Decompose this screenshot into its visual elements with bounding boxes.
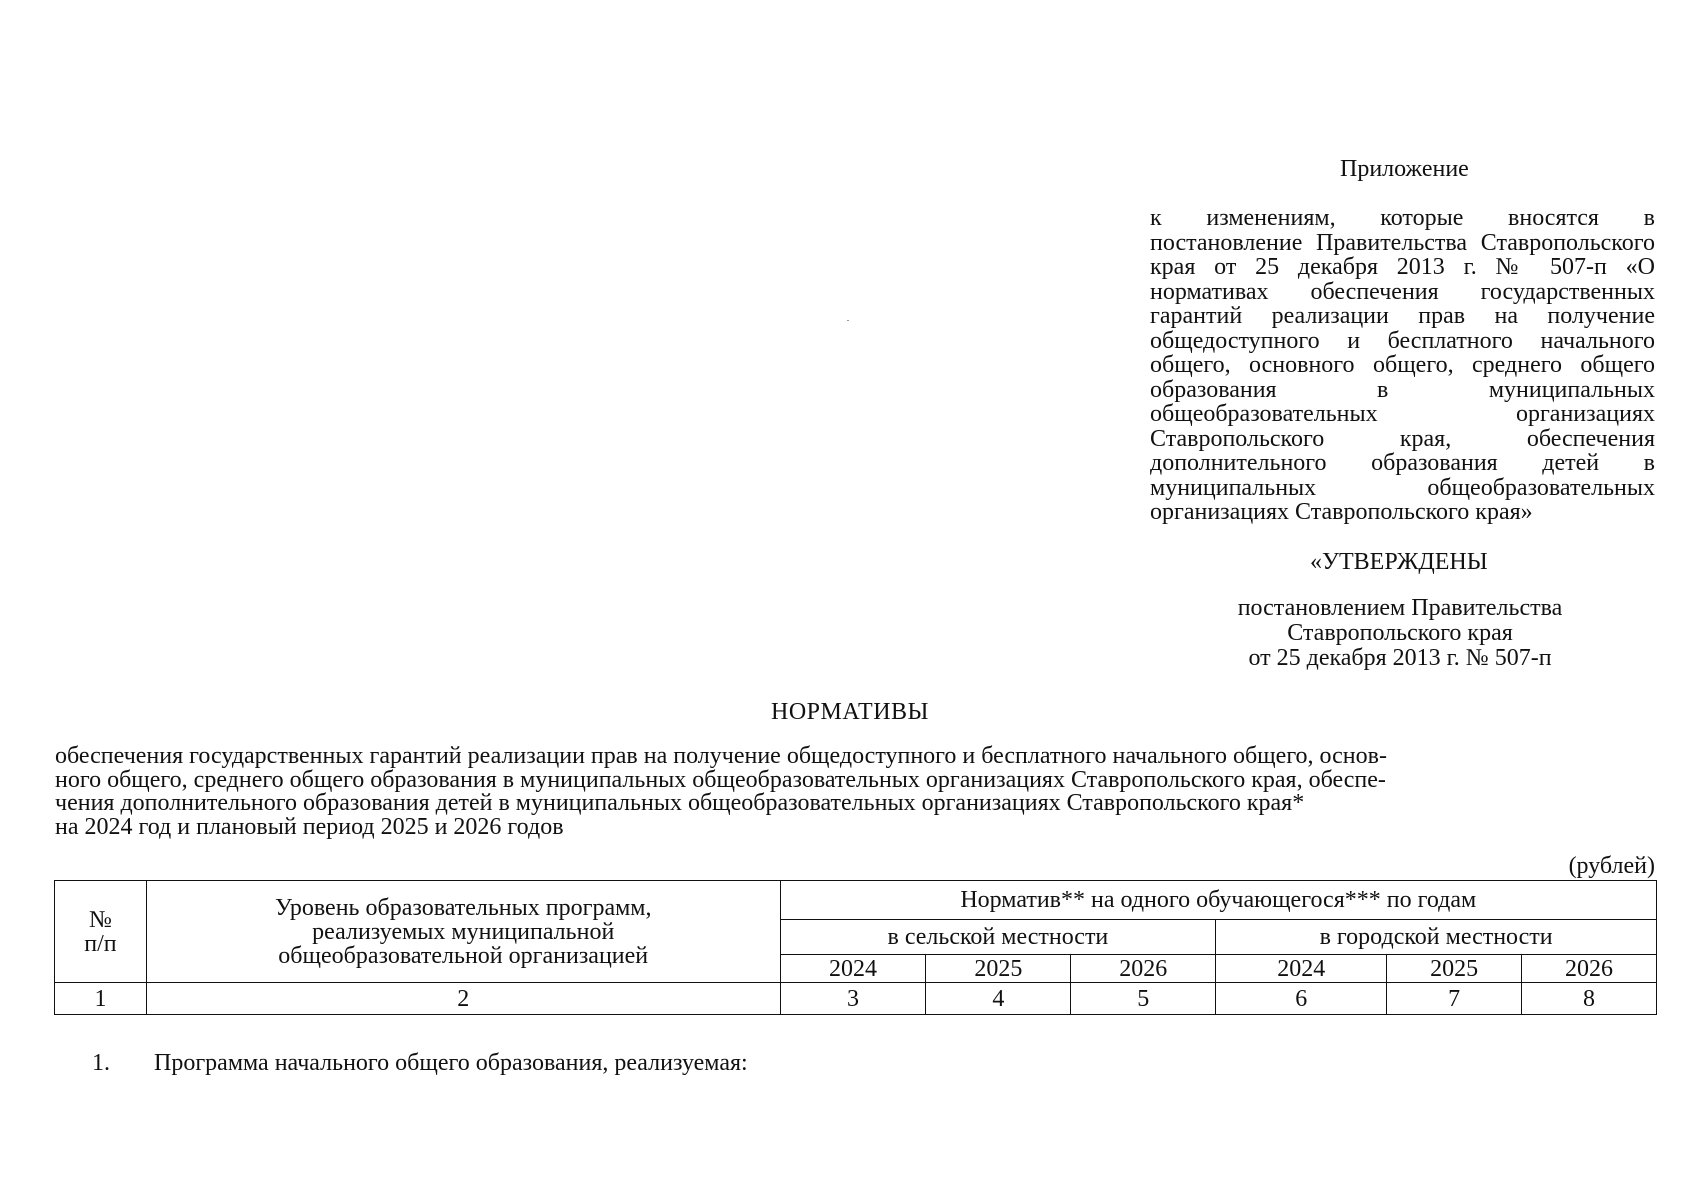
approved-line: от 25 декабря 2013 г. № 507-п (1248, 645, 1552, 671)
header-year-cell: 2026 (1522, 955, 1657, 983)
index-cell: 3 (780, 983, 926, 1015)
document-title: НОРМАТИВЫ (770, 699, 929, 725)
subtitle-line: чения дополнительного образования детей в муниципальных общеобразовательных организациях Ставропольского края* (55, 790, 1305, 816)
subtitle-line: обеспечения государственных гарантий реализации прав на получение общедоступного и бесплатного начального общего, основ- (55, 743, 1387, 769)
currency-unit: (рублей) (1568, 853, 1655, 879)
index-cell: 6 (1216, 983, 1387, 1015)
approved-line: постановлением Правительства (1237, 595, 1563, 621)
header-text: общеобразовательной организацией (278, 942, 649, 969)
header-year-cell: 2024 (780, 955, 926, 983)
header-text: п/п (84, 930, 117, 957)
scan-speck (847, 320, 849, 321)
norms-table (54, 880, 1657, 1015)
index-cell: 5 (1071, 983, 1216, 1015)
approved-line: Ставропольского края (1287, 620, 1513, 646)
index-cell: 2 (146, 983, 780, 1015)
index-cell: 4 (926, 983, 1071, 1015)
header-text: реализуемых муниципальной (312, 918, 615, 945)
document-subtitle (55, 745, 1655, 839)
header-text: Уровень образовательных программ, (274, 894, 652, 921)
header-year-cell: 2025 (1387, 955, 1522, 983)
header-norm-cell: Норматив** на одного обучающегося*** по годам (780, 881, 1656, 920)
header-number-cell (55, 881, 147, 983)
index-cell: 8 (1522, 983, 1657, 1015)
header-text: № (89, 906, 112, 933)
header-level-cell (146, 881, 780, 983)
header-year-cell: 2025 (926, 955, 1071, 983)
header-year-cell: 2024 (1216, 955, 1387, 983)
approved-block (1200, 596, 1600, 671)
item-text: Программа начального общего образования, реализуемая: (154, 1050, 748, 1076)
item-number: 1. (92, 1050, 110, 1076)
subtitle-line: ного общего, среднего общего образования в муниципальных общеобразовательных организациях Ставропольского края, обеспе- (55, 766, 1386, 793)
index-cell: 7 (1387, 983, 1522, 1015)
approved-title: «УТВЕРЖДЕНЫ (1310, 549, 1488, 575)
header-year-cell: 2026 (1071, 955, 1216, 983)
index-cell: 1 (55, 983, 147, 1015)
appendix-body: к изменениям, которые вносятся в постановление Правительства Ставропольского края от 25 декабря 2013 г. № 507-п «О нормативах обеспечения государственных гарантий реализации прав на получение общедоступного и бесплатного начального общего, основного общего, среднего общего образования в муниципальных общеобразовательных организациях Ставропольского края, обеспечения дополнительного образования детей в муниципальных общеобразовательных организациях Ставропольского края» (1150, 205, 1655, 525)
subtitle-line: на 2024 год и плановый период 2025 и 2026 годов (55, 813, 564, 840)
appendix-title: Приложение (1340, 156, 1469, 182)
header-rural-cell: в сельской местности (780, 920, 1216, 955)
header-urban-cell: в городской местности (1216, 920, 1657, 955)
